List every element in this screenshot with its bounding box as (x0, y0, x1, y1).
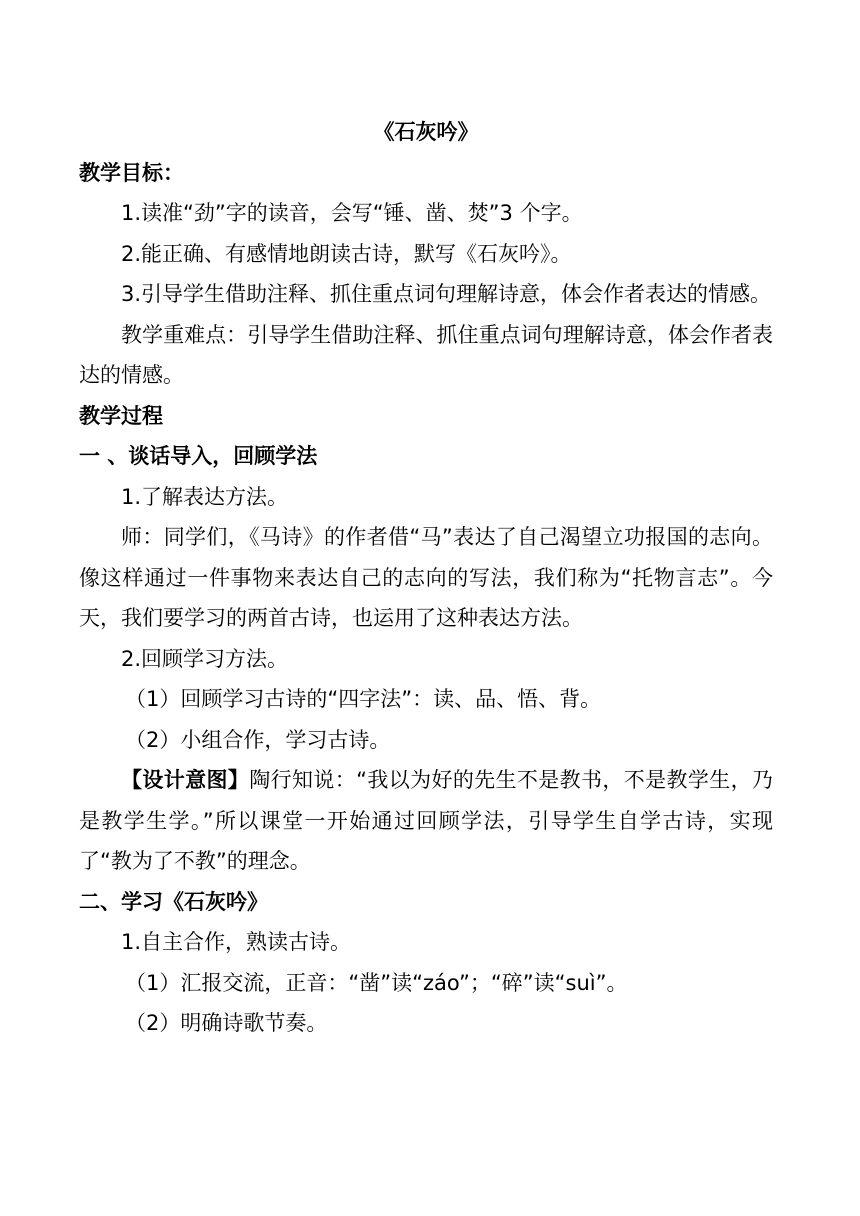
section2-sub2: （2）明确诗歌节奏。 (125, 1011, 328, 1035)
design-intent-paragraph (79, 760, 773, 882)
section1-teacher-paragraph: 师：同学们，《马诗》的作者借“马”表达了自己渴望立功报国的志向。像这样通过一件事物来表达自己的志向的写法，我们称为“托物言志”。今天，我们要学习的两首古诗，也运用了这种表达方法。 (79, 525, 773, 630)
section1-item1: 1.了解表达方法。 (121, 484, 289, 509)
section1-sub2: （2）小组合作，学习古诗。 (125, 727, 391, 752)
section1-item2: 2.回顾学习方法。 (121, 646, 289, 671)
goals-heading: 教学目标： (79, 160, 184, 185)
goal-item-1: 1.读准“劲”字的读音，会写“锤、凿、焚”3 个字。 (121, 201, 583, 225)
process-heading: 教学过程 (79, 403, 163, 428)
key-points-paragraph: 教学重难点：引导学生借助注释、抓住重点词句理解诗意，体会作者表达的情感。 (79, 322, 773, 387)
section1-sub1: （1）回顾学习古诗的“四字法”：读、品、悟、背。 (125, 687, 602, 711)
section2-item1: 1.自主合作，熟读古诗。 (121, 930, 352, 954)
section1-heading: 一 、谈话导入，回顾学法 (79, 444, 318, 468)
goal-item-2: 2.能正确、有感情地朗读古诗，默写《石灰吟》。 (121, 241, 572, 266)
goal-item-3: 3.引导学生借助注释、抓住重点词句理解诗意，体会作者表达的情感。 (121, 282, 772, 306)
document-title: 《石灰吟》 (373, 120, 479, 144)
design-intent-tag: 【设计意图】 (121, 768, 250, 792)
section2-heading: 二、学习《石灰吟》 (79, 889, 268, 914)
design-intent-text: 陶行知说：“我以为好的先生不是教书，不是教学生，乃是教学生学。”所以课堂一开始通过回顾学法，引导学生自学古诗，实现了“教为了不教”的理念。 (79, 768, 773, 873)
section2-sub1: （1）汇报交流，正音：“凿”读“záo”；“碎”读“suì”。 (125, 970, 628, 995)
document-body (79, 112, 773, 1044)
